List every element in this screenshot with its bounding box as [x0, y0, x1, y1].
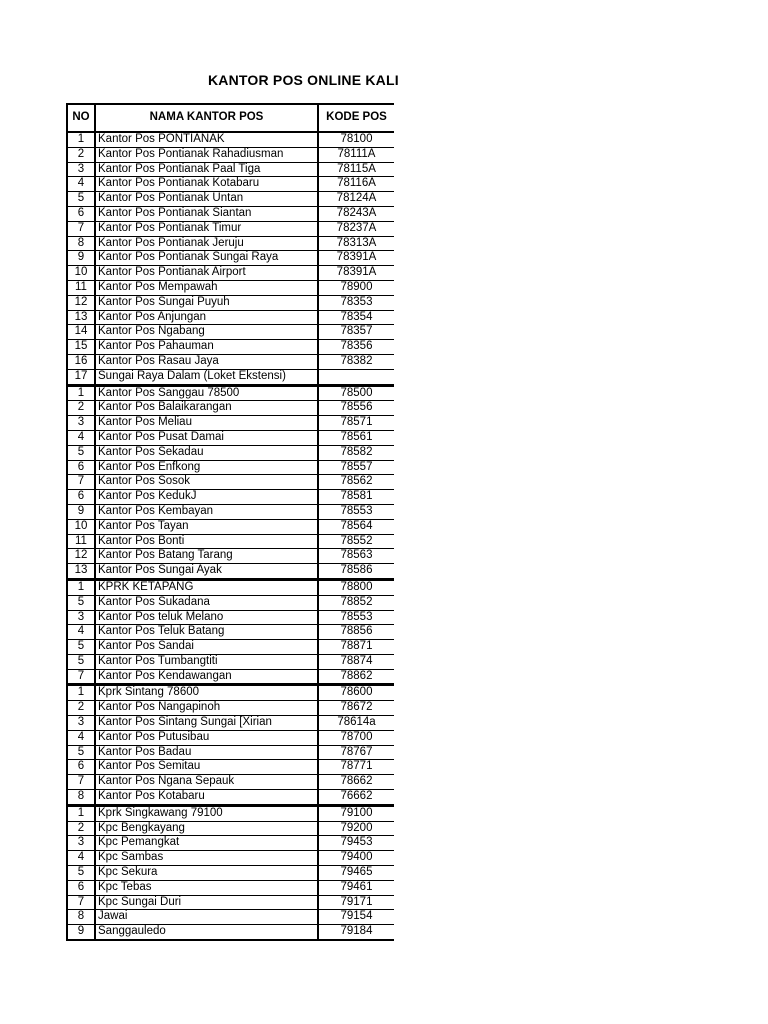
postal-code: 79461	[318, 880, 394, 895]
office-name: Kantor Pos Teluk Batang	[95, 625, 318, 640]
row-number: 2	[67, 821, 95, 836]
row-number: 1	[67, 685, 95, 701]
row-number: 9	[67, 925, 95, 940]
header-row	[67, 104, 394, 132]
postal-code: 78356	[318, 340, 394, 355]
table-row	[67, 579, 394, 595]
table-row	[67, 821, 394, 836]
office-name: Sungai Raya Dalam (Loket Ekstensi)	[95, 369, 318, 385]
office-name: Kantor Pos Pontianak Jeruju	[95, 236, 318, 251]
office-name: Kprk Singkawang 79100	[95, 805, 318, 821]
table-row	[67, 236, 394, 251]
postal-code: 78237A	[318, 221, 394, 236]
table-row	[67, 354, 394, 369]
row-number: 5	[67, 745, 95, 760]
table-row	[67, 251, 394, 266]
postal-code: 76662	[318, 790, 394, 806]
row-number: 6	[67, 760, 95, 775]
row-number: 4	[67, 730, 95, 745]
office-group	[67, 385, 394, 579]
table-row	[67, 640, 394, 655]
row-number: 6	[67, 880, 95, 895]
table-row	[67, 266, 394, 281]
table-row	[67, 669, 394, 685]
postal-code: 78124A	[318, 192, 394, 207]
table-row	[67, 701, 394, 716]
postal-code: 78672	[318, 701, 394, 716]
office-name: Kantor Pos KedukJ	[95, 490, 318, 505]
row-number: 5	[67, 866, 95, 881]
office-group	[67, 132, 394, 385]
table-row	[67, 730, 394, 745]
row-number: 3	[67, 836, 95, 851]
table-row	[67, 460, 394, 475]
postal-code: 78564	[318, 519, 394, 534]
office-name: Kpc Sambas	[95, 851, 318, 866]
row-number: 4	[67, 430, 95, 445]
page-title: KANTOR POS ONLINE KALI	[208, 72, 399, 88]
table-row	[67, 790, 394, 806]
office-name: Kantor Pos Sanggau 78500	[95, 385, 318, 401]
row-number: 1	[67, 132, 95, 147]
postal-code: 79100	[318, 805, 394, 821]
row-number: 11	[67, 534, 95, 549]
office-name: Kantor Pos Bonti	[95, 534, 318, 549]
row-number: 5	[67, 192, 95, 207]
postal-code: 78600	[318, 685, 394, 701]
postal-code: 78581	[318, 490, 394, 505]
table-row	[67, 385, 394, 401]
table-row	[67, 310, 394, 325]
office-name: Kantor Pos Balaikarangan	[95, 401, 318, 416]
table-row	[67, 595, 394, 610]
postal-code: 78800	[318, 579, 394, 595]
row-number: 5	[67, 640, 95, 655]
office-name: Kantor Pos Sungai Puyuh	[95, 295, 318, 310]
office-name: Kpc Sungai Duri	[95, 895, 318, 910]
postal-code: 78243A	[318, 206, 394, 221]
office-name: Kantor Pos Pontianak Sungai Raya	[95, 251, 318, 266]
table-row	[67, 910, 394, 925]
postal-code: 78900	[318, 280, 394, 295]
office-group	[67, 579, 394, 685]
postal-code: 79200	[318, 821, 394, 836]
table-row	[67, 416, 394, 431]
table-row	[67, 625, 394, 640]
table-row	[67, 564, 394, 580]
postal-code: 78353	[318, 295, 394, 310]
table-row	[67, 775, 394, 790]
office-name: Kprk Sintang 78600	[95, 685, 318, 701]
row-number: 4	[67, 851, 95, 866]
office-name: Kpc Sekura	[95, 866, 318, 881]
row-number: 2	[67, 147, 95, 162]
office-name: Kantor Pos Tayan	[95, 519, 318, 534]
office-name: Kantor Pos Ngabang	[95, 325, 318, 340]
postal-code: 78111A	[318, 147, 394, 162]
table-row	[67, 475, 394, 490]
table-row	[67, 369, 394, 385]
office-name: Kantor Pos PONTIANAK	[95, 132, 318, 147]
postal-code: 78552	[318, 534, 394, 549]
table-row	[67, 177, 394, 192]
row-number: 7	[67, 475, 95, 490]
row-number: 1	[67, 579, 95, 595]
table-row	[67, 221, 394, 236]
office-name: Kantor Pos Sukadana	[95, 595, 318, 610]
row-number: 6	[67, 460, 95, 475]
postal-code: 78662	[318, 775, 394, 790]
postal-code: 79171	[318, 895, 394, 910]
postal-code: 78561	[318, 430, 394, 445]
postal-code: 78771	[318, 760, 394, 775]
row-number: 10	[67, 519, 95, 534]
table-row	[67, 295, 394, 310]
row-number: 1	[67, 385, 95, 401]
header-no: NO	[67, 104, 95, 132]
row-number: 11	[67, 280, 95, 295]
office-name: Kantor Pos Sosok	[95, 475, 318, 490]
postal-code: 78500	[318, 385, 394, 401]
row-number: 3	[67, 162, 95, 177]
row-number: 9	[67, 251, 95, 266]
table-row	[67, 534, 394, 549]
postal-code: 78586	[318, 564, 394, 580]
office-name: Kantor Pos Nangapinoh	[95, 701, 318, 716]
table-row	[67, 340, 394, 355]
row-number: 4	[67, 177, 95, 192]
table-row	[67, 685, 394, 701]
row-number: 16	[67, 354, 95, 369]
postal-code: 78852	[318, 595, 394, 610]
postal-code: 78553	[318, 610, 394, 625]
row-number: 7	[67, 221, 95, 236]
row-number: 3	[67, 716, 95, 731]
row-number: 14	[67, 325, 95, 340]
table-row	[67, 895, 394, 910]
row-number: 6	[67, 490, 95, 505]
table-container	[66, 103, 394, 943]
row-number: 8	[67, 790, 95, 806]
table-row	[67, 206, 394, 221]
postal-code: 78553	[318, 504, 394, 519]
office-name: Kantor Pos Sekadau	[95, 445, 318, 460]
post-office-table	[66, 103, 394, 941]
postal-code: 78354	[318, 310, 394, 325]
table-row	[67, 430, 394, 445]
postal-code: 78614a	[318, 716, 394, 731]
table-row	[67, 866, 394, 881]
table-row	[67, 880, 394, 895]
postal-code: 78862	[318, 669, 394, 685]
office-name: Kantor Pos Sungai Ayak	[95, 564, 318, 580]
table-row	[67, 716, 394, 731]
office-name: Jawai	[95, 910, 318, 925]
postal-code: 78874	[318, 654, 394, 669]
table-row	[67, 325, 394, 340]
office-name: Kantor Pos Mempawah	[95, 280, 318, 295]
table-row	[67, 549, 394, 564]
row-number: 3	[67, 416, 95, 431]
table-row	[67, 654, 394, 669]
office-group	[67, 685, 394, 805]
office-name: Kantor Pos Pontianak Kotabaru	[95, 177, 318, 192]
office-name: Kantor Pos Badau	[95, 745, 318, 760]
table-row	[67, 490, 394, 505]
office-name: Kantor Pos teluk Melano	[95, 610, 318, 625]
row-number: 10	[67, 266, 95, 281]
row-number: 2	[67, 401, 95, 416]
office-name: Kpc Tebas	[95, 880, 318, 895]
row-number: 1	[67, 805, 95, 821]
office-name: Kantor Pos Pontianak Timur	[95, 221, 318, 236]
postal-code: 78557	[318, 460, 394, 475]
postal-code: 79453	[318, 836, 394, 851]
postal-code: 79465	[318, 866, 394, 881]
postal-code: 78562	[318, 475, 394, 490]
table-row	[67, 280, 394, 295]
office-name: Kantor Pos Sandai	[95, 640, 318, 655]
table-row	[67, 192, 394, 207]
row-number: 5	[67, 654, 95, 669]
postal-code: 78116A	[318, 177, 394, 192]
row-number: 3	[67, 610, 95, 625]
row-number: 5	[67, 595, 95, 610]
postal-code: 78871	[318, 640, 394, 655]
office-name: Kantor Pos Putusibau	[95, 730, 318, 745]
header-name: NAMA KANTOR POS	[95, 104, 318, 132]
row-number: 9	[67, 504, 95, 519]
row-number: 4	[67, 625, 95, 640]
postal-code: 79154	[318, 910, 394, 925]
table-row	[67, 132, 394, 147]
office-name: Kantor Pos Kotabaru	[95, 790, 318, 806]
office-name: Kantor Pos Pontianak Untan	[95, 192, 318, 207]
office-name: Kantor Pos Pontianak Paal Tiga	[95, 162, 318, 177]
office-name: Kpc Pemangkat	[95, 836, 318, 851]
table-row	[67, 147, 394, 162]
row-number: 2	[67, 701, 95, 716]
table-row	[67, 504, 394, 519]
postal-code: 78767	[318, 745, 394, 760]
office-name: Kantor Pos Kembayan	[95, 504, 318, 519]
table-row	[67, 162, 394, 177]
table-row	[67, 401, 394, 416]
row-number: 8	[67, 236, 95, 251]
postal-code: 78391A	[318, 266, 394, 281]
table-row	[67, 745, 394, 760]
office-name: Kantor Pos Rasau Jaya	[95, 354, 318, 369]
office-name: Kantor Pos Anjungan	[95, 310, 318, 325]
row-number: 15	[67, 340, 95, 355]
postal-code: 78582	[318, 445, 394, 460]
table-row	[67, 805, 394, 821]
office-name: Kantor Pos Pahauman	[95, 340, 318, 355]
postal-code: 79184	[318, 925, 394, 940]
office-name: Kantor Pos Semitau	[95, 760, 318, 775]
postal-code	[318, 369, 394, 385]
office-name: Sanggauledo	[95, 925, 318, 940]
office-name: KPRK KETAPANG	[95, 579, 318, 595]
office-name: Kantor Pos Ngana Sepauk	[95, 775, 318, 790]
postal-code: 78563	[318, 549, 394, 564]
table-row	[67, 851, 394, 866]
row-number: 8	[67, 910, 95, 925]
office-name: Kantor Pos Kendawangan	[95, 669, 318, 685]
postal-code: 78313A	[318, 236, 394, 251]
office-name: Kantor Pos Batang Tarang	[95, 549, 318, 564]
postal-code: 78556	[318, 401, 394, 416]
office-name: Kantor Pos Pontianak Airport	[95, 266, 318, 281]
header-kode: KODE POS	[318, 104, 394, 132]
table-row	[67, 610, 394, 625]
postal-code: 78357	[318, 325, 394, 340]
postal-code: 78382	[318, 354, 394, 369]
row-number: 7	[67, 669, 95, 685]
row-number: 13	[67, 310, 95, 325]
postal-code: 78856	[318, 625, 394, 640]
row-number: 12	[67, 295, 95, 310]
row-number: 7	[67, 775, 95, 790]
table-row	[67, 925, 394, 940]
table-row	[67, 760, 394, 775]
postal-code: 78391A	[318, 251, 394, 266]
office-name: Kantor Pos Enfkong	[95, 460, 318, 475]
row-number: 5	[67, 445, 95, 460]
row-number: 6	[67, 206, 95, 221]
office-name: Kantor Pos Pontianak Rahadiusman	[95, 147, 318, 162]
office-name: Kantor Pos Sintang Sungai [Xirian	[95, 716, 318, 731]
row-number: 13	[67, 564, 95, 580]
office-group	[67, 805, 394, 940]
office-name: Kantor Pos Tumbangtiti	[95, 654, 318, 669]
postal-code: 78700	[318, 730, 394, 745]
postal-code: 78100	[318, 132, 394, 147]
row-number: 7	[67, 895, 95, 910]
table-row	[67, 836, 394, 851]
postal-code: 78115A	[318, 162, 394, 177]
table-row	[67, 519, 394, 534]
row-number: 17	[67, 369, 95, 385]
office-name: Kantor Pos Meliau	[95, 416, 318, 431]
office-name: Kantor Pos Pontianak Siantan	[95, 206, 318, 221]
postal-code: 78571	[318, 416, 394, 431]
row-number: 12	[67, 549, 95, 564]
postal-code: 79400	[318, 851, 394, 866]
table-row	[67, 445, 394, 460]
office-name: Kpc Bengkayang	[95, 821, 318, 836]
office-name: Kantor Pos Pusat Damai	[95, 430, 318, 445]
